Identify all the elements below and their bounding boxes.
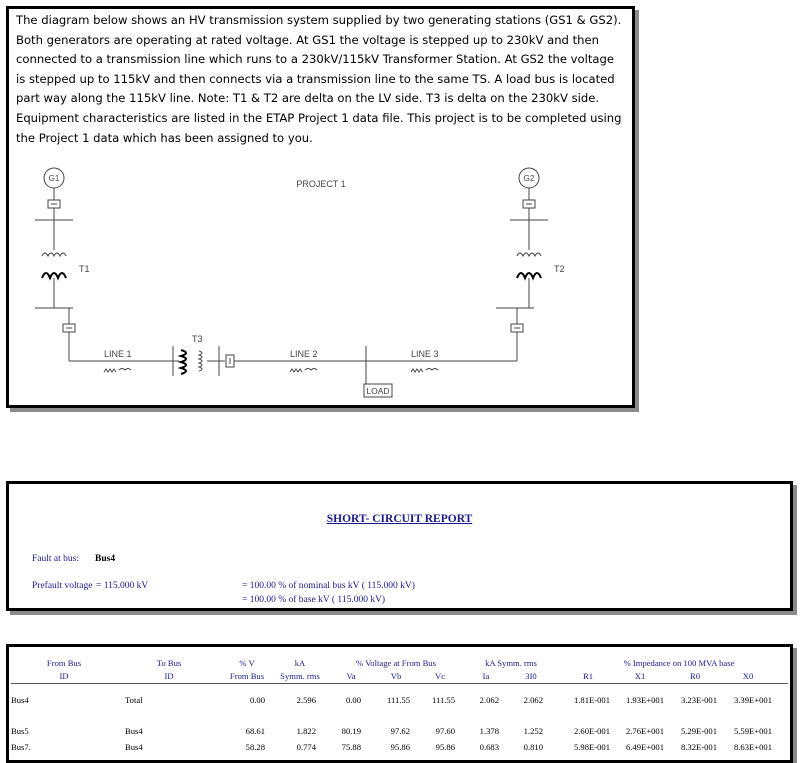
header-impedance-group: % Impedance on 100 MVA base [623,658,735,668]
header-x1: X1 [634,671,646,681]
report-title: SHORT- CIRCUIT REPORT [326,513,473,525]
t1-secondary-winding [42,273,66,278]
label-t3: T3 [192,334,203,344]
header-ka: kA [294,658,306,668]
header-divider [11,683,788,684]
cell-3i0: 2.062 [523,695,543,705]
cell-r0: 3.23E-001 [680,695,717,705]
header-ka-sub: Symm. rms [280,671,320,681]
cell-vc: 95.86 [435,742,455,752]
cell-x1: 6.49E+001 [625,742,664,752]
header-from-bus-id: ID [59,671,69,681]
cell-r0: 8.32E-001 [680,742,717,752]
cell-3i0: 0.810 [523,742,543,752]
header-from-bus: From Bus [46,658,82,668]
description-paragraph-2: Equipment characteristics are listed in the ETAP Project 1 data file. This project is to be completed using the Project 1 data which has been assigned to you. [16,111,622,145]
cell-vc: 97.60 [435,726,455,736]
cell-3i0: 1.252 [523,726,543,736]
t3-secondary-winding [199,351,202,371]
cell-x0: 8.63E+001 [733,742,772,752]
header-ia: Ia [482,671,490,681]
cell-r0: 5.29E-001 [680,726,717,736]
cell-x0: 5.59E+001 [733,726,772,736]
cell-ia: 0.683 [479,742,499,752]
cell-to-bus: Bus4 [125,726,143,736]
cell-va: 80.19 [341,726,361,736]
cell-vb: 111.55 [387,695,410,705]
cell-r1: 5.98E-001 [573,742,610,752]
cell-ia: 1.378 [479,726,499,736]
cell-vb: 95.86 [390,742,410,752]
project-description-panel [6,6,635,408]
cell-vb: 97.62 [390,726,410,736]
prefault-voltage-value: = 115.000 kV [96,581,149,591]
cell-from-bus: Bus4 [11,695,29,705]
header-voltage-group: % Voltage at From Bus [356,658,436,668]
t2-primary-winding [517,253,541,256]
fault-at-bus-label: Fault at bus: [32,554,79,564]
report-header-panel [6,481,793,611]
cell-va: 75.88 [341,742,361,752]
header-vb: Vb [390,671,402,681]
prefault-voltage-label: Prefault voltage [32,581,93,591]
header-va: Va [346,671,356,681]
header-to-bus-id: ID [164,671,174,681]
label-load: LOAD [366,386,390,396]
header-vc: Vc [434,671,446,681]
label-line1: LINE 1 [104,349,132,359]
cell-ka: 2.596 [296,695,316,705]
header-to-bus: To Bus [156,658,182,668]
nominal-bus-kv-line: = 100.00 % of nominal bus kV ( 115.000 kV) [242,581,415,591]
line2-impedance [290,369,317,373]
line1-impedance [104,369,131,373]
cell-to-bus: Total [125,695,143,705]
cell-r1: 1.81E-001 [573,695,610,705]
cell-pv: 0.00 [249,695,265,705]
cell-x0: 3.39E+001 [733,695,772,705]
cell-r1: 2.60E-001 [573,726,610,736]
label-t2: T2 [554,264,565,274]
cell-from-bus: Bus7. [11,742,31,752]
base-kv-line: = 100.00 % of base kV ( 115.000 kV) [242,595,386,605]
header-r0: R0 [689,671,701,681]
header-ka-group: kA Symm. rms [485,658,537,668]
cell-ka: 0.774 [296,742,316,752]
label-g2: G2 [523,174,535,183]
cell-pv: 58.28 [245,742,265,752]
header-pv: % V [239,658,255,668]
header-x0: X0 [742,671,754,681]
t1-primary-winding [42,253,66,256]
description-paragraph-1: The diagram below shows an HV transmission system supplied by two generating stations (GS1 & GS2). Both generators are operating at rated voltage. At GS1 the voltage is stepped up to 230kV and then connected to a transmission line which runs to a 230kV/115kV Transformer Station. At GS2 the voltage is stepped up to 115kV and then connects via a transmission line to the same TS. A load bus is located part way along the 115kV line. Note: T1 & T2 are delta on the LV side. T3 is delta on the 230kV side. [16,13,622,105]
label-t1: T1 [79,264,90,274]
cell-pv: 68.61 [245,726,265,736]
header-r1: R1 [582,671,594,681]
one-line-diagram [9,160,632,410]
cell-ka: 1.822 [296,726,316,736]
header-3i0: 3I0 [525,671,537,681]
t3-primary-winding [181,350,186,374]
label-g1: G1 [48,174,60,183]
cell-vc: 111.55 [432,695,455,705]
label-line3: LINE 3 [411,349,439,359]
label-line2: LINE 2 [290,349,318,359]
cell-from-bus: Bus5 [11,726,29,736]
header-pv-sub: From Bus [229,671,265,681]
line3-impedance [411,369,438,373]
diagram-title: PROJECT 1 [296,179,346,189]
short-circuit-table [6,644,793,763]
fault-bus-value: Bus4 [95,554,116,564]
cell-ia: 2.062 [479,695,499,705]
cell-x1: 2.76E+001 [625,726,664,736]
cell-va: 0.00 [345,695,361,705]
cell-x1: 1.93E+001 [625,695,664,705]
t2-secondary-winding [517,273,541,278]
cell-to-bus: Bus4 [125,742,143,752]
